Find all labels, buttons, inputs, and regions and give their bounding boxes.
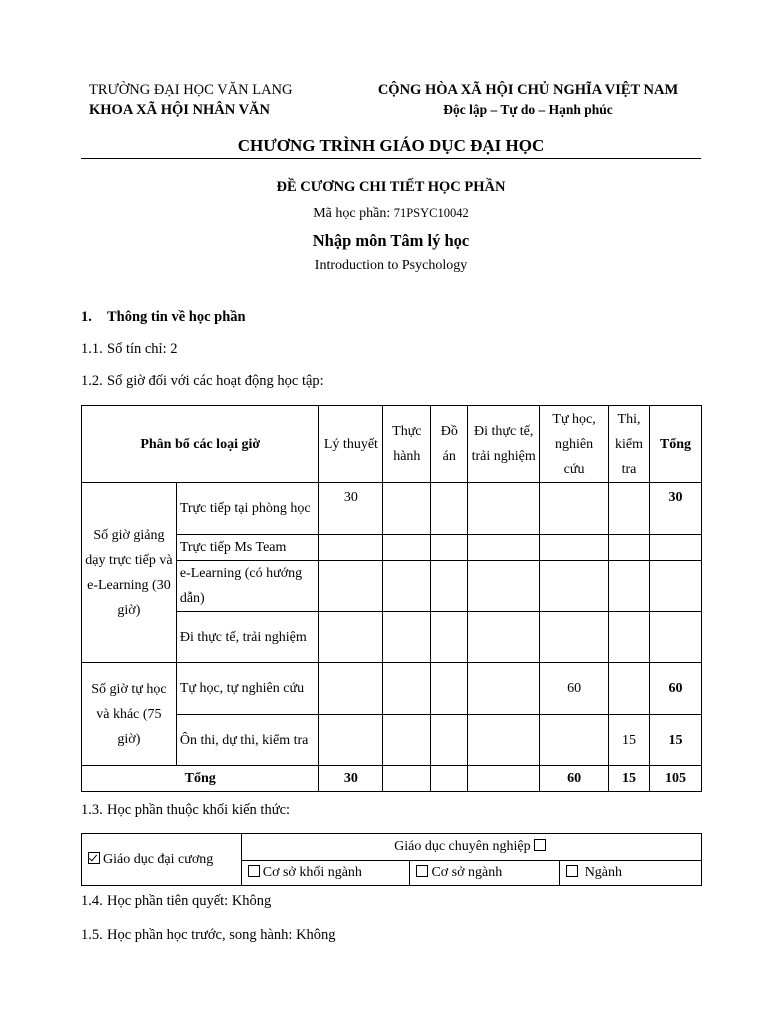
knowledge-block-table bbox=[81, 833, 702, 886]
major-label: Ngành bbox=[584, 865, 623, 880]
national-header bbox=[367, 80, 689, 120]
table-header-row bbox=[82, 406, 702, 483]
national-motto: Độc lập – Tự do – Hạnh phúc bbox=[443, 102, 613, 117]
row-label: Trực tiếp tại phòng học bbox=[176, 483, 319, 535]
total-exam: 15 bbox=[609, 766, 650, 792]
school-header bbox=[89, 80, 293, 120]
cell-total bbox=[649, 561, 701, 612]
subsection-text: Học phần tiên quyết: Không bbox=[107, 893, 272, 909]
total-practice bbox=[383, 766, 431, 792]
total-project bbox=[431, 766, 468, 792]
cell-field bbox=[468, 561, 540, 612]
group-self-study: Số giờ tự học và khác (75 giờ) bbox=[82, 663, 177, 766]
cell-project bbox=[431, 612, 468, 663]
cell-field bbox=[468, 483, 540, 535]
header-field: Đi thực tế, trải nghiệm bbox=[468, 406, 540, 483]
cell-project bbox=[431, 535, 468, 561]
subsection-text: Số tín chỉ: 2 bbox=[107, 341, 178, 357]
course-code-label: Mã học phần: bbox=[313, 206, 394, 221]
cell-exam bbox=[609, 612, 650, 663]
cell-total bbox=[649, 535, 701, 561]
cell-self-study bbox=[540, 535, 609, 561]
subsection-text: Số giờ đối với các hoạt động học tập: bbox=[107, 373, 324, 389]
outline-title: ĐỀ CƯƠNG CHI TIẾT HỌC PHẦN bbox=[276, 179, 506, 195]
cell-practice bbox=[383, 535, 431, 561]
subsection-1-4 bbox=[81, 893, 271, 910]
subsection-1-2 bbox=[81, 373, 324, 390]
checkbox-icon[interactable] bbox=[534, 839, 546, 851]
subsection-number: 1.5. bbox=[81, 927, 103, 943]
cell-exam bbox=[609, 663, 650, 715]
checked-checkbox-icon[interactable] bbox=[88, 852, 100, 864]
header-allocation: Phân bổ các loại giờ bbox=[82, 406, 319, 483]
subsection-number: 1.4. bbox=[81, 893, 103, 909]
header-practice: Thực hành bbox=[383, 406, 431, 483]
cell-project bbox=[431, 663, 468, 715]
professional-education-cell bbox=[241, 834, 701, 861]
course-name-vi: Nhập môn Tâm lý học bbox=[312, 231, 470, 250]
cell-project bbox=[431, 561, 468, 612]
cell-total: 60 bbox=[649, 663, 701, 715]
cell-self-study bbox=[540, 561, 609, 612]
table-row bbox=[82, 483, 702, 535]
cell-exam bbox=[609, 483, 650, 535]
cell-total: 15 bbox=[649, 715, 701, 766]
total-self-study: 60 bbox=[540, 766, 609, 792]
row-label: e-Learning (có hướng dẫn) bbox=[176, 561, 319, 612]
cell-practice bbox=[383, 483, 431, 535]
cell-field bbox=[468, 663, 540, 715]
group-teaching: Số giờ giảng dạy trực tiếp và e-Learning (30 giờ) bbox=[82, 483, 177, 663]
header-exam: Thi, kiểm tra bbox=[609, 406, 650, 483]
hours-table bbox=[81, 405, 702, 792]
cell-theory bbox=[319, 535, 383, 561]
country-name: CỘNG HÒA XÃ HỘI CHỦ NGHĨA VIỆT NAM bbox=[377, 82, 679, 98]
faculty-name: KHOA XÃ HỘI NHÂN VĂN bbox=[89, 102, 270, 118]
section-title: Thông tin về học phần bbox=[107, 309, 246, 325]
section-1-heading bbox=[81, 309, 246, 326]
subsection-1-3 bbox=[81, 802, 290, 819]
cell-field bbox=[468, 715, 540, 766]
cell-self-study: 60 bbox=[540, 663, 609, 715]
header-project: Đồ án bbox=[431, 406, 468, 483]
title-divider bbox=[81, 158, 701, 159]
cell-exam bbox=[609, 561, 650, 612]
total-field bbox=[468, 766, 540, 792]
cell-theory: 30 bbox=[319, 483, 383, 535]
header-self-study: Tự học, nghiên cứu bbox=[540, 406, 609, 483]
row-label: Tự học, tự nghiên cứu bbox=[176, 663, 319, 715]
sector-base-cell bbox=[241, 861, 410, 886]
cell-theory bbox=[319, 561, 383, 612]
professional-education-label: Giáo dục chuyên nghiệp bbox=[394, 839, 531, 854]
row-label: Trực tiếp Ms Team bbox=[176, 535, 319, 561]
cell-self-study bbox=[540, 483, 609, 535]
major-cell bbox=[560, 861, 702, 886]
cell-practice bbox=[383, 663, 431, 715]
sector-base-label: Cơ sở khối ngành bbox=[262, 865, 362, 880]
university-name: TRƯỜNG ĐẠI HỌC VĂN LANG bbox=[89, 82, 293, 98]
cell-field bbox=[468, 612, 540, 663]
cell-exam bbox=[609, 535, 650, 561]
header-total: Tổng bbox=[649, 406, 701, 483]
cell-practice bbox=[383, 561, 431, 612]
table-total-row bbox=[82, 766, 702, 792]
cell-practice bbox=[383, 612, 431, 663]
cell-practice bbox=[383, 715, 431, 766]
row-label: Ôn thi, dự thi, kiểm tra bbox=[176, 715, 319, 766]
subsection-number: 1.1. bbox=[81, 341, 103, 357]
course-code-value: 71PSYC10042 bbox=[393, 206, 469, 220]
subsection-text: Học phần học trước, song hành: Không bbox=[107, 927, 336, 943]
subsection-number: 1.2. bbox=[81, 373, 103, 389]
cell-self-study bbox=[540, 612, 609, 663]
course-name-en: Introduction to Psychology bbox=[314, 258, 468, 273]
total-theory: 30 bbox=[319, 766, 383, 792]
cell-total: 30 bbox=[649, 483, 701, 535]
program-title: CHƯƠNG TRÌNH GIÁO DỤC ĐẠI HỌC bbox=[237, 136, 545, 155]
general-education-cell bbox=[82, 834, 242, 886]
course-code-line bbox=[81, 206, 701, 222]
cell-exam: 15 bbox=[609, 715, 650, 766]
subsection-1-1 bbox=[81, 341, 178, 358]
general-education-label: Giáo dục đại cương bbox=[103, 851, 214, 867]
subsection-number: 1.3. bbox=[81, 802, 103, 818]
table-row bbox=[82, 663, 702, 715]
cell-project bbox=[431, 715, 468, 766]
cell-theory bbox=[319, 715, 383, 766]
cell-total bbox=[649, 612, 701, 663]
cell-theory bbox=[319, 612, 383, 663]
cell-theory bbox=[319, 663, 383, 715]
section-number: 1. bbox=[81, 309, 92, 325]
header-theory: Lý thuyết bbox=[319, 406, 383, 483]
checkbox-icon[interactable] bbox=[248, 865, 260, 877]
major-base-cell bbox=[410, 861, 560, 886]
checkbox-icon[interactable] bbox=[416, 865, 428, 877]
total-total: 105 bbox=[649, 766, 701, 792]
cell-field bbox=[468, 535, 540, 561]
subsection-text: Học phần thuộc khối kiến thức: bbox=[107, 802, 291, 818]
cell-self-study bbox=[540, 715, 609, 766]
subsection-1-5 bbox=[81, 927, 336, 944]
row-label: Đi thực tế, trải nghiệm bbox=[176, 612, 319, 663]
cell-project bbox=[431, 483, 468, 535]
checkbox-icon[interactable] bbox=[566, 865, 578, 877]
total-label: Tổng bbox=[82, 766, 319, 792]
major-base-label: Cơ sở ngành bbox=[431, 865, 503, 880]
